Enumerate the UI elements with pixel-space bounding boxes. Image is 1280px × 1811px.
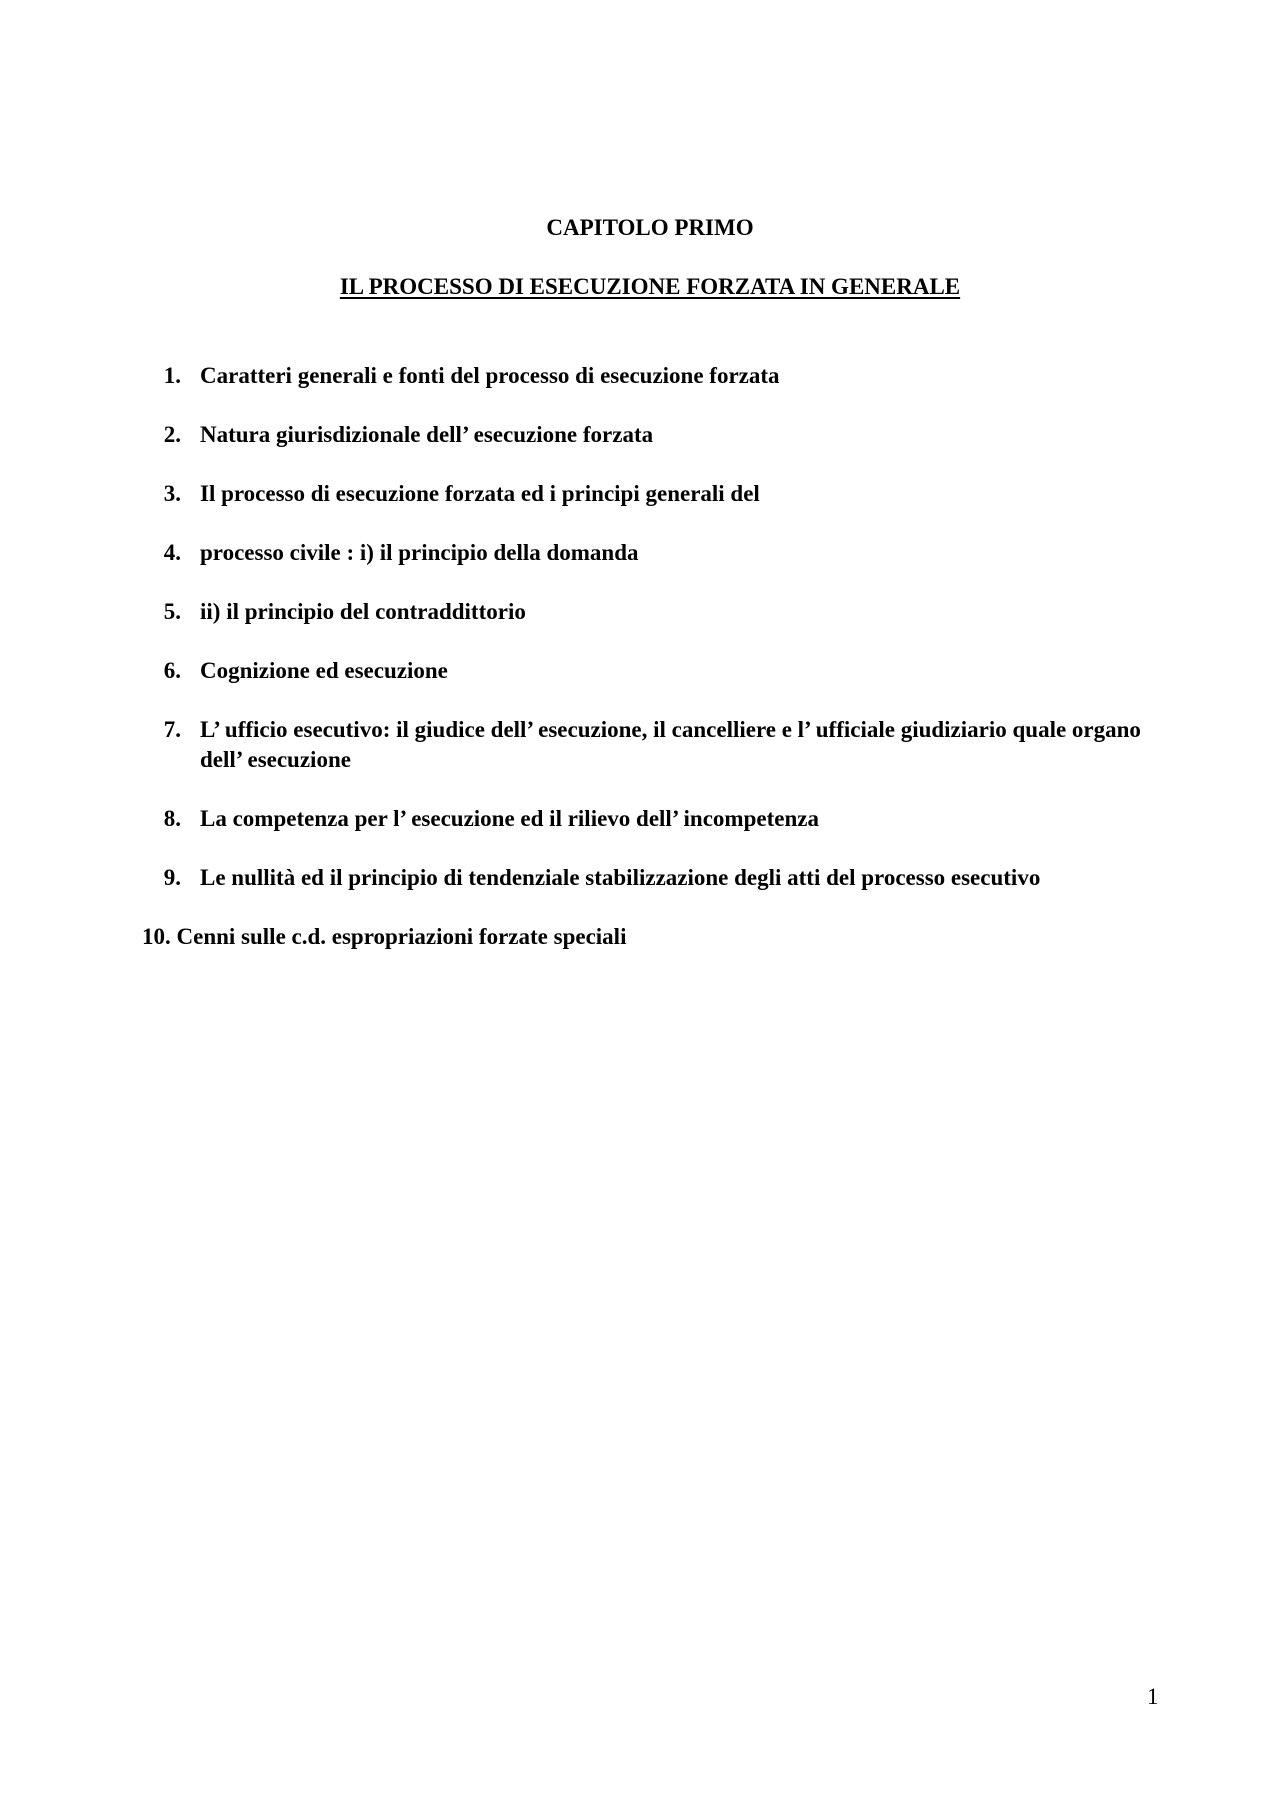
- toc-item-text: Cenni sulle c.d. espropriazioni forzate speciali: [176, 924, 627, 949]
- toc-item-number: 7.: [163, 717, 181, 742]
- toc-item-number: 3.: [163, 481, 181, 506]
- toc-item: [0, 863, 1160, 893]
- toc-item: [0, 597, 1160, 627]
- toc-item: [0, 804, 1160, 834]
- toc-item: [0, 656, 1160, 686]
- toc-item-text: Il processo di esecuzione forzata ed i principi generali del: [200, 481, 760, 506]
- table-of-contents: [0, 361, 1280, 981]
- toc-item: [0, 715, 1160, 775]
- toc-item: [0, 922, 960, 952]
- toc-item-text: L’ ufficio esecutivo: il giudice dell’ esecuzione, il cancelliere e l’ ufficiale giudiziario quale organo dell’ esecuzione: [200, 717, 1141, 772]
- toc-item: [0, 538, 1160, 568]
- toc-item-number: 2.: [163, 422, 181, 447]
- toc-item-number: 5.: [163, 599, 181, 624]
- toc-item-text: ii) il principio del contraddittorio: [200, 599, 526, 624]
- chapter-title: IL PROCESSO DI ESECUZIONE FORZATA IN GENERALE: [339, 274, 961, 299]
- toc-item: [0, 420, 1160, 450]
- toc-item-text: Le nullità ed il principio di tendenziale stabilizzazione degli atti del processo esecutivo: [200, 865, 1041, 890]
- toc-item-number: 4.: [163, 540, 181, 565]
- toc-item-text: processo civile : i) il principio della domanda: [200, 540, 639, 565]
- toc-item-number: 10.: [142, 924, 171, 949]
- toc-item: [0, 361, 1160, 391]
- page-number: 1: [1147, 1684, 1159, 1709]
- toc-item-text: Natura giurisdizionale dell’ esecuzione forzata: [200, 422, 654, 447]
- toc-item-text: Cognizione ed esecuzione: [200, 658, 448, 683]
- chapter-label: CAPITOLO PRIMO: [546, 215, 754, 240]
- toc-item-number: 6.: [163, 658, 181, 683]
- toc-item-number: 9.: [163, 865, 181, 890]
- toc-item: [0, 479, 1160, 509]
- toc-item-text: Caratteri generali e fonti del processo di esecuzione forzata: [200, 363, 780, 388]
- toc-item-number: 8.: [163, 806, 181, 831]
- toc-item-text: La competenza per l’ esecuzione ed il rilievo dell’ incompetenza: [200, 806, 819, 831]
- toc-item-number: 1.: [163, 363, 181, 388]
